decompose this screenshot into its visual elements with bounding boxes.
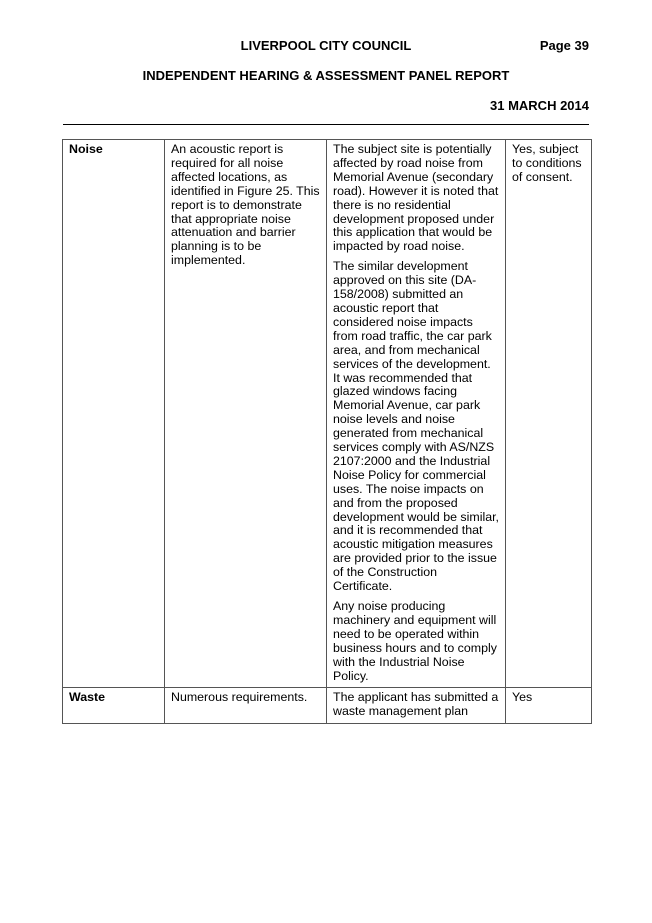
comment-paragraph: The subject site is potentially affected by road noise from Memorial Avenue (secondary road). However it is noted that there is no residential development proposed under this application that would be impacted by road noise. bbox=[333, 142, 499, 254]
report-title: INDEPENDENT HEARING & ASSESSMENT PANEL REPORT bbox=[142, 68, 510, 83]
comment-paragraph: Any noise producing machinery and equipment will need to be operated within business hours and to comply with the Industrial Noise Policy. bbox=[333, 599, 497, 683]
page-number: Page 39 bbox=[539, 38, 589, 53]
header-divider bbox=[63, 124, 589, 125]
complies-cell: Yes, subject to conditions of consent. bbox=[506, 140, 592, 688]
comments-cell bbox=[327, 688, 506, 724]
report-date: 31 MARCH 2014 bbox=[490, 98, 589, 113]
requirement-cell: An acoustic report is required for all noise affected locations, as identified in Figure 25. This report is to demonstrate that appropriate noise attenuation and barrier planning is to be implemented. bbox=[165, 140, 327, 688]
comments-cell bbox=[327, 140, 506, 688]
comment-paragraph: The applicant has submitted a waste management plan bbox=[333, 690, 499, 719]
table-row bbox=[63, 688, 592, 724]
assessment-table bbox=[62, 139, 592, 724]
topic-cell: Waste bbox=[63, 688, 165, 724]
topic-cell: Noise bbox=[63, 140, 165, 688]
comment-paragraph: The similar development approved on this site (DA-158/2008) submitted an acoustic report that considered noise impacts from road traffic, the car park area, and from mechanical services of the development. It was recommended that glazed windows facing Memorial Avenue, car park noise levels and noise generated from mechanical services comply with AS/NZS 2107:2000 and the Industrial Noise Policy for commercial uses. The noise impacts on and from the proposed development would be similar, and it is recommended that acoustic mitigation measures are provided prior to the issue of the Construction Certificate. bbox=[333, 259, 499, 594]
requirement-cell: Numerous requirements. bbox=[165, 688, 327, 724]
council-name: LIVERPOOL CITY COUNCIL bbox=[240, 38, 412, 53]
table-row bbox=[63, 140, 592, 688]
complies-cell: Yes bbox=[506, 688, 592, 724]
